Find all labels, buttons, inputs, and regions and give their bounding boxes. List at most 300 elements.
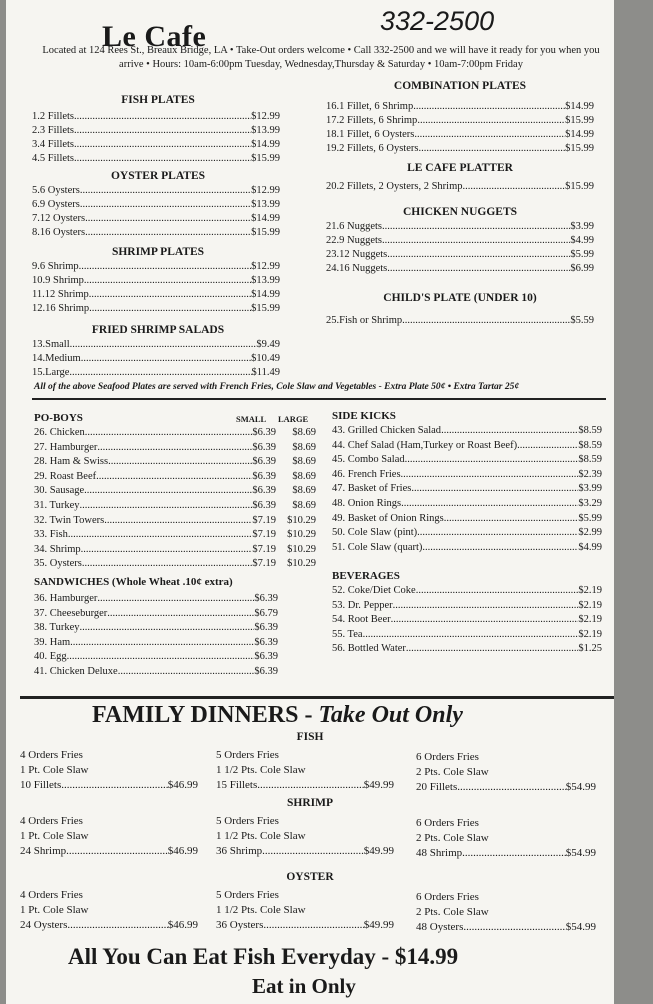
- item-name: 6 Oysters: [39, 185, 80, 196]
- dot-leader: [70, 636, 254, 650]
- dot-leader: [382, 220, 570, 234]
- menu-page: [6, 0, 614, 1004]
- item-number: 5.: [32, 185, 40, 196]
- family-item-line: 1 1/2 Pts. Cole Slaw: [216, 764, 306, 776]
- dot-leader: [67, 918, 167, 932]
- dot-leader: [81, 352, 251, 366]
- family-item-total: [216, 844, 394, 858]
- shrimp-plates-heading: SHRIMP PLATES: [111, 246, 205, 258]
- item-price: $6.39: [254, 622, 278, 634]
- item-number: 14.: [32, 353, 46, 364]
- item-number: 18.: [326, 129, 340, 140]
- item-number: 25.: [326, 315, 340, 326]
- menu-item-row: [326, 262, 594, 276]
- item-name: 16 Oysters: [39, 227, 86, 238]
- item-price-small: $6.39: [252, 470, 276, 482]
- item-price: $13.99: [251, 275, 280, 286]
- item-price: $8.59: [578, 439, 602, 451]
- poboys-small-header: SMALL: [236, 414, 267, 424]
- item-price: $12.99: [251, 185, 280, 196]
- dot-leader: [97, 592, 254, 606]
- item-price: $15.99: [251, 227, 280, 238]
- item-name: 5 Fillets: [39, 153, 75, 164]
- family-item-count: 48 Shrimp: [416, 847, 463, 859]
- item-number: 20.: [326, 181, 340, 192]
- family-item-line: 5 Orders Fries: [216, 889, 279, 901]
- item-name: 1 Fillet, 6 Shrimp: [339, 101, 414, 112]
- item-name: 33. Fish: [34, 529, 68, 541]
- dot-leader: [104, 514, 252, 528]
- item-number: 19.: [326, 143, 340, 154]
- item-name: 16 Shrimp: [45, 303, 90, 314]
- item-name: 26. Chicken: [34, 427, 85, 438]
- menu-item-row: [326, 114, 594, 128]
- poboys-large-header: LARGE: [278, 414, 309, 424]
- item-price: $2.99: [578, 527, 602, 539]
- item-price: $15.99: [251, 303, 280, 314]
- item-price: $5.99: [578, 512, 602, 524]
- item-price: $14.99: [565, 129, 594, 140]
- item-price-large: $8.69: [292, 427, 316, 438]
- dot-leader: [81, 543, 253, 557]
- family-item-count: 24 Shrimp: [20, 845, 67, 857]
- family-item-total: [20, 778, 198, 792]
- menu-item-row: [32, 124, 280, 138]
- menu-item-row: [34, 665, 278, 679]
- menu-item-row: [326, 180, 594, 194]
- item-name: 45. Combo Salad: [332, 454, 405, 466]
- item-name: 9 Shrimp: [45, 275, 84, 286]
- dot-leader: [417, 526, 578, 540]
- item-price-small: $7.19: [252, 514, 276, 526]
- item-name: 54. Root Beer: [332, 614, 391, 626]
- family-item-total: [20, 844, 198, 858]
- family-item-line: 6 Orders Fries: [416, 817, 479, 829]
- menu-item-row: [332, 613, 602, 627]
- item-number: 11.: [32, 289, 45, 300]
- item-price-large: $10.29: [287, 514, 316, 526]
- dot-leader: [107, 607, 254, 621]
- family-item-line: 4 Orders Fries: [20, 749, 83, 761]
- location-hours: Located at 124 Rees St., Breaux Bridge, LA • Take-Out orders welcome • Call 332-2500 and we will have it ready for you when you arrive • Hours: 10am-6:00pm Tuesday, Wednesday,Thursday & Saturday • 10am-7:00pm Friday: [42, 45, 600, 70]
- menu-item-row: [32, 366, 280, 380]
- item-price: $5.59: [570, 315, 594, 326]
- family-item-line: 1 1/2 Pts. Cole Slaw: [216, 830, 306, 842]
- dot-leader: [391, 613, 579, 627]
- dot-leader: [68, 528, 253, 542]
- item-name: 2 Fillets: [39, 111, 75, 122]
- dot-leader: [416, 584, 579, 598]
- item-number: 15.: [32, 367, 46, 378]
- family-item-price: $46.99: [167, 779, 198, 791]
- item-name: 12 Shrimp: [44, 289, 89, 300]
- item-price: $12.99: [251, 111, 280, 122]
- dot-leader: [401, 468, 579, 482]
- chicken-nuggets-heading: CHICKEN NUGGETS: [402, 206, 518, 218]
- item-price-large: $10.29: [287, 558, 316, 570]
- menu-item-row: [332, 468, 602, 482]
- oyster-plates-heading: OYSTER PLATES: [110, 170, 206, 182]
- item-name: 6 Nuggets: [339, 221, 382, 232]
- poboy-row: [34, 455, 316, 469]
- menu-item-row: [326, 100, 594, 114]
- dot-leader: [80, 198, 251, 212]
- item-name: 39. Ham: [34, 636, 71, 648]
- menu-item-row: [332, 512, 602, 526]
- item-name: 2 Fillets, 2 Oysters, 2 Shrimp: [339, 181, 463, 192]
- item-name: 36. Hamburger: [34, 593, 98, 604]
- item-price-small: $7.19: [252, 543, 276, 555]
- family-item-price: $46.99: [167, 919, 198, 931]
- family-item-count: 24 Oysters: [20, 919, 68, 931]
- family-item-price: $54.99: [565, 921, 596, 933]
- item-price-small: $6.39: [252, 456, 276, 468]
- menu-item-row: [32, 138, 280, 152]
- menu-item-row: [326, 128, 594, 142]
- menu-item-row: [34, 592, 278, 606]
- dot-leader: [84, 274, 251, 288]
- menu-item-row: [32, 338, 280, 352]
- item-name: 9 Nuggets: [339, 235, 382, 246]
- dot-leader: [61, 778, 167, 792]
- dot-leader: [393, 599, 579, 613]
- poboy-row: [34, 543, 316, 557]
- menu-item-row: [34, 621, 278, 635]
- item-name: 46. French Fries: [332, 468, 401, 480]
- item-name: 9 Oysters: [39, 199, 80, 210]
- family-item-price: $54.99: [565, 781, 596, 793]
- dot-leader: [89, 302, 251, 316]
- item-price: $2.39: [578, 468, 602, 480]
- menu-item-row: [326, 248, 594, 262]
- sidekicks-heading: SIDE KICKS: [332, 410, 396, 422]
- item-name: 37. Cheeseburger: [34, 607, 108, 619]
- item-price-small: $6.39: [252, 441, 276, 453]
- family-group-label: OYSTER: [286, 871, 334, 883]
- dot-leader: [69, 366, 251, 380]
- item-number: 13.: [32, 339, 46, 350]
- dot-leader: [405, 453, 579, 467]
- item-price: $2.19: [578, 628, 602, 640]
- item-name: 51. Cole Slaw (quart): [332, 541, 423, 553]
- family-item-total: [20, 918, 198, 932]
- menu-item-row: [32, 260, 280, 274]
- item-name: 2 Fillets, 6 Oysters: [339, 143, 419, 154]
- item-price: $4.99: [570, 235, 594, 246]
- item-price: $2.19: [578, 585, 602, 596]
- item-price: $5.99: [570, 249, 594, 260]
- eat-in-only-label: Eat in Only: [252, 974, 356, 998]
- item-name: 43. Grilled Chicken Salad: [332, 425, 442, 436]
- poboy-row: [34, 441, 316, 455]
- menu-item-row: [326, 220, 594, 234]
- family-item-count: 36 Oysters: [216, 919, 264, 931]
- item-number: 4.: [32, 153, 40, 164]
- family-item-count: 36 Shrimp: [216, 845, 263, 857]
- item-number: 2.: [32, 125, 40, 136]
- dot-leader: [96, 470, 252, 484]
- dot-leader: [422, 541, 578, 555]
- menu-item-row: [34, 607, 278, 621]
- item-name: 1 Fillet, 6 Oysters: [339, 129, 415, 140]
- dot-leader: [441, 424, 578, 438]
- menu-item-row: [32, 274, 280, 288]
- item-number: 3.: [32, 139, 40, 150]
- menu-item-row: [32, 212, 280, 226]
- item-price-large: $8.69: [292, 441, 316, 453]
- item-number: 16.: [326, 101, 340, 112]
- item-price: $3.99: [570, 221, 594, 232]
- dot-leader: [97, 441, 252, 455]
- dot-leader: [406, 642, 578, 656]
- family-item-line: 1 Pt. Cole Slaw: [20, 830, 89, 842]
- family-group-label: SHRIMP: [287, 797, 333, 809]
- family-item-total: [416, 780, 596, 794]
- item-price-large: $10.29: [287, 543, 316, 555]
- combination-plates-heading: COMBINATION PLATES: [393, 80, 527, 92]
- menu-item-row: [32, 226, 280, 240]
- item-name: 16 Nuggets: [339, 263, 388, 274]
- item-number: 10.: [32, 275, 46, 286]
- item-name: 44. Chef Salad (Ham,Turkey or Roast Beef): [332, 439, 518, 451]
- item-price: $6.39: [254, 651, 278, 663]
- dot-leader: [414, 128, 565, 142]
- item-price-small: $7.19: [252, 558, 276, 570]
- fish-plates-heading: FISH PLATES: [121, 94, 195, 106]
- dot-leader: [74, 124, 251, 138]
- item-price: $9.49: [256, 339, 280, 350]
- item-price-large: $8.69: [292, 485, 316, 497]
- item-price: $15.99: [565, 181, 594, 192]
- item-number: 12.: [32, 303, 46, 314]
- item-name: 12 Nuggets: [339, 249, 388, 260]
- menu-item-row: [32, 302, 280, 316]
- menu-item-row: [332, 628, 602, 642]
- item-name: 6 Shrimp: [39, 261, 79, 272]
- item-name: Fish or Shrimp: [339, 315, 403, 326]
- item-price: $15.99: [565, 143, 594, 154]
- item-price-large: $10.29: [287, 529, 316, 541]
- menu-item-row: [32, 152, 280, 166]
- item-name: 27. Hamburger: [34, 441, 98, 453]
- family-item-total: [216, 918, 394, 932]
- dot-leader: [382, 234, 570, 248]
- family-item-line: 4 Orders Fries: [20, 889, 83, 901]
- family-item-price: $49.99: [363, 845, 394, 857]
- poboy-row: [34, 557, 316, 571]
- menu-item-row: [326, 142, 594, 156]
- dot-leader: [85, 226, 251, 240]
- item-price: $2.19: [578, 614, 602, 626]
- restaurant-name: Le Cafe: [102, 20, 207, 53]
- family-item-count: 20 Fillets: [416, 781, 458, 793]
- dot-leader: [401, 497, 578, 511]
- menu-item-row: [332, 642, 602, 656]
- family-item-line: 2 Pts. Cole Slaw: [416, 832, 489, 844]
- dot-leader: [363, 628, 579, 642]
- dot-leader: [517, 439, 578, 453]
- menu-item-row: [332, 439, 602, 453]
- family-item-line: 4 Orders Fries: [20, 815, 83, 827]
- dot-leader: [80, 499, 253, 513]
- item-name: 34. Shrimp: [34, 543, 81, 555]
- dot-leader: [263, 918, 363, 932]
- family-item-total: [416, 920, 596, 934]
- menu-item-row: [332, 497, 602, 511]
- item-name: Medium: [45, 353, 81, 364]
- sandwiches-heading: SANDWICHES (Whole Wheat .10¢ extra): [34, 576, 233, 588]
- take-out-only-label: Take Out Only: [318, 702, 463, 728]
- family-item-count: 10 Fillets: [20, 779, 62, 791]
- beverages-heading: BEVERAGES: [332, 570, 400, 582]
- item-price: $6.39: [254, 636, 278, 648]
- poboy-row: [34, 528, 316, 542]
- family-item-count: 48 Oysters: [416, 921, 464, 933]
- item-name: 56. Bottled Water: [332, 643, 406, 655]
- item-name: 12 Oysters: [39, 213, 86, 224]
- dot-leader: [74, 110, 251, 124]
- dot-leader: [118, 665, 255, 679]
- item-name: 47. Basket of Fries: [332, 483, 412, 495]
- menu-item-row: [332, 526, 602, 540]
- family-divider: [20, 696, 614, 699]
- item-name: 53. Dr. Pepper: [332, 599, 393, 611]
- item-name: 4 Fillets: [39, 139, 75, 150]
- item-price: $8.59: [578, 425, 602, 436]
- item-number: 1.: [32, 111, 40, 122]
- menu-item-row: [332, 584, 602, 598]
- item-price-large: $8.69: [292, 456, 316, 468]
- menu-item-row: [34, 650, 278, 664]
- item-price: $6.99: [570, 263, 594, 274]
- dot-leader: [89, 288, 251, 302]
- item-price: $10.49: [251, 353, 280, 364]
- item-price: $14.99: [251, 139, 280, 150]
- dot-leader: [418, 142, 565, 156]
- dot-leader: [67, 650, 255, 664]
- item-price: $14.99: [251, 213, 280, 224]
- dot-leader: [411, 482, 578, 496]
- item-price: $11.49: [251, 367, 280, 378]
- fried-shrimp-salads-heading: FRIED SHRIMP SALADS: [91, 324, 225, 336]
- item-price: $2.19: [578, 599, 602, 611]
- all-you-can-eat-banner: All You Can Eat Fish Everyday - $14.99: [68, 944, 459, 969]
- family-item-price: $49.99: [363, 779, 394, 791]
- family-item-line: 1 Pt. Cole Slaw: [20, 904, 89, 916]
- menu-item-row: [332, 453, 602, 467]
- poboys-heading: PO-BOYS: [34, 412, 83, 424]
- dot-leader: [262, 844, 364, 858]
- childs-plate-heading: CHILD'S PLATE (UNDER 10): [383, 292, 537, 304]
- family-item-total: [416, 846, 596, 860]
- family-item-line: 1 Pt. Cole Slaw: [20, 764, 89, 776]
- item-price: $3.99: [578, 483, 602, 495]
- section-divider: [32, 398, 606, 400]
- family-item-line: 6 Orders Fries: [416, 891, 479, 903]
- item-number: 23.: [326, 249, 340, 260]
- item-price: $15.99: [565, 115, 594, 126]
- menu-item-row: [332, 482, 602, 496]
- item-price: $8.59: [578, 454, 602, 466]
- item-price-large: $8.69: [292, 470, 316, 482]
- dot-leader: [82, 557, 253, 571]
- item-price: $14.99: [565, 101, 594, 112]
- item-name: 49. Basket of Onion Rings: [332, 512, 444, 524]
- item-name: Large: [45, 367, 70, 378]
- family-dinners-title: [92, 702, 463, 729]
- item-price: $6.79: [254, 607, 278, 619]
- seafood-plates-note: All of the above Seafood Plates are served with French Fries, Cole Slaw and Vegetables - Extra Plate 50¢ • Extra Tartar 25¢: [34, 382, 520, 392]
- menu-item-row: [332, 541, 602, 555]
- dot-leader: [80, 621, 255, 635]
- dot-leader: [463, 920, 565, 934]
- dot-leader: [387, 262, 570, 276]
- family-item-price: $49.99: [363, 919, 394, 931]
- item-name: 41. Chicken Deluxe: [34, 666, 118, 677]
- family-item-line: 2 Pts. Cole Slaw: [416, 906, 489, 918]
- family-item-total: [216, 778, 394, 792]
- item-number: 17.: [326, 115, 340, 126]
- item-price-large: $8.69: [292, 500, 316, 511]
- item-name: 31. Turkey: [34, 500, 80, 511]
- family-item-line: 2 Pts. Cole Slaw: [416, 766, 489, 778]
- item-price: $6.39: [254, 593, 278, 604]
- menu-item-row: [326, 234, 594, 248]
- item-name: 3 Fillets: [39, 125, 75, 136]
- dot-leader: [84, 484, 252, 498]
- menu-item-row: [326, 314, 594, 328]
- item-price: $3.29: [578, 498, 602, 509]
- le-cafe-platter-heading: LE CAFE PLATTER: [407, 162, 513, 174]
- dot-leader: [387, 248, 570, 262]
- family-item-line: 1 1/2 Pts. Cole Slaw: [216, 904, 306, 916]
- item-price-small: $6.39: [252, 485, 276, 497]
- item-price: $15.99: [251, 153, 280, 164]
- item-number: 8.: [32, 227, 40, 238]
- family-item-line: 6 Orders Fries: [416, 751, 479, 763]
- item-number: 22.: [326, 235, 340, 246]
- item-number: 21.: [326, 221, 340, 232]
- item-name: 55. Tea: [332, 628, 363, 640]
- poboy-row: [34, 484, 316, 498]
- item-price: $14.99: [251, 289, 280, 300]
- poboy-row: [34, 514, 316, 528]
- dot-leader: [257, 778, 363, 792]
- dot-leader: [66, 844, 168, 858]
- item-number: 7.: [32, 213, 40, 224]
- menu-item-row: [32, 184, 280, 198]
- dot-leader: [413, 100, 565, 114]
- poboy-row: [34, 426, 316, 440]
- menu-item-row: [34, 636, 278, 650]
- item-name: 32. Twin Towers: [34, 514, 105, 526]
- dot-leader: [74, 152, 251, 166]
- family-item-price: $46.99: [167, 845, 198, 857]
- poboy-row: [34, 499, 316, 513]
- dot-leader: [74, 138, 251, 152]
- family-item-count: 15 Fillets: [216, 779, 258, 791]
- item-name: 28. Ham & Swiss: [34, 456, 109, 468]
- dot-leader: [457, 780, 565, 794]
- dot-leader: [417, 114, 565, 128]
- family-group-label: FISH: [296, 731, 324, 743]
- item-name: 38. Turkey: [34, 622, 80, 634]
- dot-leader: [70, 338, 257, 352]
- menu-item-row: [332, 424, 602, 438]
- menu-item-row: [32, 110, 280, 124]
- item-name: 50. Cole Slaw (pint): [332, 527, 418, 539]
- item-name: 29. Roast Beef: [34, 470, 97, 482]
